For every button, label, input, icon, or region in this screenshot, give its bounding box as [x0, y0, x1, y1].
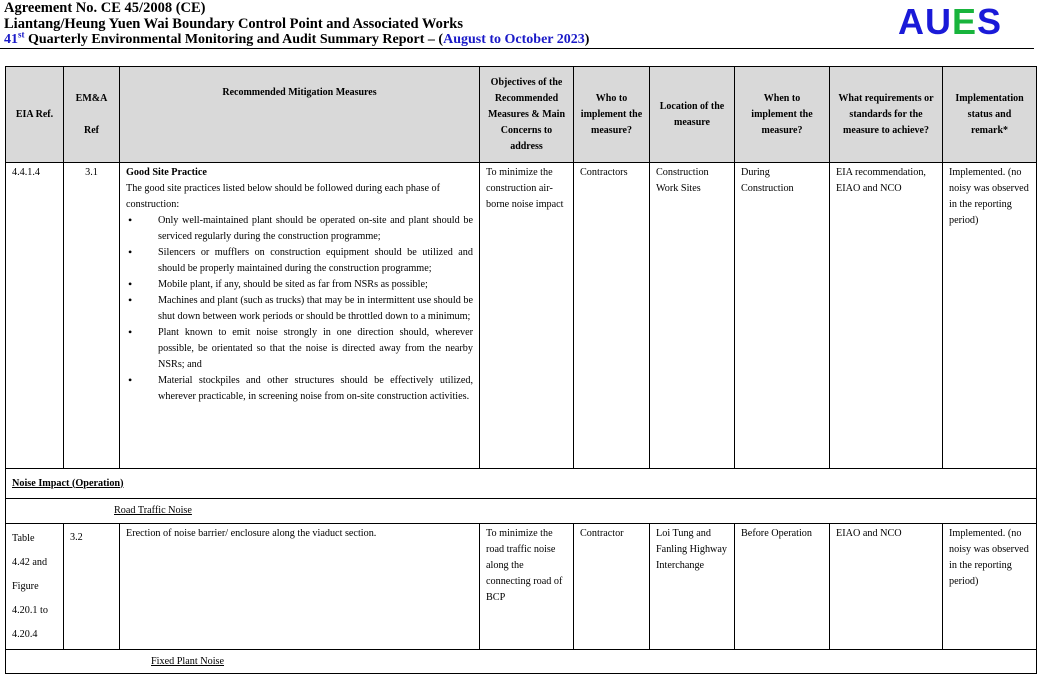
col-who: Who to implement the measure?	[574, 67, 650, 163]
list-item: • Material stockpiles and other structures should be effectively utilized, wherever practicable, in screening noise from on-site construction activities.	[126, 373, 473, 405]
subsection-row	[6, 650, 1037, 674]
subsection-road	[6, 499, 1037, 524]
col-status: Implementation status and remark*	[943, 67, 1037, 163]
col-eia-ref: EIA Ref.	[6, 67, 64, 163]
row2-eia-ref-line: Table	[12, 533, 35, 544]
col-ema-ref	[64, 67, 120, 163]
row2-eia-ref	[6, 524, 64, 650]
report-header	[4, 0, 1034, 48]
report-title	[4, 29, 1034, 48]
subsection-road-label: Road Traffic Noise	[114, 505, 192, 516]
row1-requirements: EIA recommendation, EIAO and NCO	[830, 163, 943, 469]
row2-eia-ref-line: 4.42 and	[12, 557, 48, 568]
section-row	[6, 469, 1037, 499]
report-number: 41	[4, 32, 18, 47]
report-period: August to October 2023	[443, 32, 585, 47]
row1-measure-title: Good Site Practice	[126, 167, 207, 178]
list-item: • Mobile plant, if any, should be sited as far from NSRs as possible;	[126, 277, 473, 293]
row1-location: Construction Work Sites	[650, 163, 735, 469]
section-operation-label: Noise Impact (Operation)	[12, 477, 124, 489]
row1-objectives: To minimize the construction air-borne noise impact	[480, 163, 574, 469]
mitigation-measures-table	[5, 66, 1037, 674]
row1-when: During Construction	[735, 163, 830, 469]
col-location: Location of the measure	[650, 67, 735, 163]
row2-ema-ref: 3.2	[64, 524, 120, 650]
list-item: • Only well-maintained plant should be operated on-site and plant should be serviced regularly during the construction programme;	[126, 213, 473, 245]
header-rule	[0, 48, 1034, 49]
col-ema-ref-line1: EM&A	[75, 92, 108, 104]
table-header-row	[6, 67, 1037, 163]
row2-objectives: To minimize the road traffic noise along the connecting road of BCP	[480, 524, 574, 650]
row1-ema-ref: 3.1	[64, 163, 120, 469]
list-item: • Silencers or mufflers on construction equipment should be utilized and should be properly maintained during the construction programme;	[126, 245, 473, 277]
row2-eia-ref-line: 4.20.4	[12, 629, 38, 640]
row2-eia-ref-line: 4.20.1 to	[12, 605, 48, 616]
logo-e: E	[952, 1, 978, 42]
col-measures: Recommended Mitigation Measures	[120, 67, 480, 163]
row2-requirements: EIAO and NCO	[830, 524, 943, 650]
report-number-suffix: st	[18, 29, 25, 40]
row2-status: Implemented. (no noisy was observed in the reporting period)	[943, 524, 1037, 650]
row2-who: Contractor	[574, 524, 650, 650]
logo-au: AU	[898, 1, 952, 42]
agreement-number: Agreement No. CE 45/2008 (CE)	[4, 0, 206, 16]
col-objectives: Objectives of the Recommended Measures & Main Concerns to address	[480, 67, 574, 163]
logo-s: S	[977, 1, 1003, 42]
row1-eia-ref: 4.4.1.4	[6, 163, 64, 469]
col-when: When to implement the measure?	[735, 67, 830, 163]
aues-logo	[898, 2, 1002, 42]
report-title-text: Quarterly Environmental Monitoring and Audit Summary Report – (	[24, 32, 444, 47]
row1-measure-intro: The good site practices listed below should be followed during each phase of construction:	[126, 183, 441, 210]
subsection-fixed-label: Fixed Plant Noise	[151, 655, 225, 667]
col-ema-ref-line2: Ref	[84, 124, 99, 136]
row2-location: Loi Tung and Fanling Highway Interchange	[650, 524, 735, 650]
row1-who: Contractors	[574, 163, 650, 469]
table-row	[6, 524, 1037, 650]
table-row	[6, 163, 1037, 469]
col-requirements: What requirements or standards for the measure to achieve?	[830, 67, 943, 163]
row2-eia-ref-line: Figure	[12, 581, 39, 592]
row2-when: Before Operation	[735, 524, 830, 650]
list-item: • Machines and plant (such as trucks) that may be in intermittent use should be shut down between work periods or should be throttled down to a minimum;	[126, 293, 473, 325]
subsection-row	[6, 499, 1037, 524]
project-title: Liantang/Heung Yuen Wai Boundary Control Point and Associated Works	[4, 16, 464, 32]
row1-status: Implemented. (no noisy was observed in the reporting period)	[943, 163, 1037, 469]
section-operation	[6, 469, 1037, 499]
subsection-fixed	[6, 650, 1037, 674]
row1-measures	[120, 163, 480, 469]
list-item: • Plant known to emit noise strongly in one direction should, wherever possible, be orientated so that the noise is directed away from the nearby NSRs; and	[126, 325, 473, 373]
report-title-end: )	[584, 32, 590, 47]
row2-measure: Erection of noise barrier/ enclosure along the viaduct section.	[120, 524, 480, 650]
row1-measure-list	[126, 213, 473, 405]
